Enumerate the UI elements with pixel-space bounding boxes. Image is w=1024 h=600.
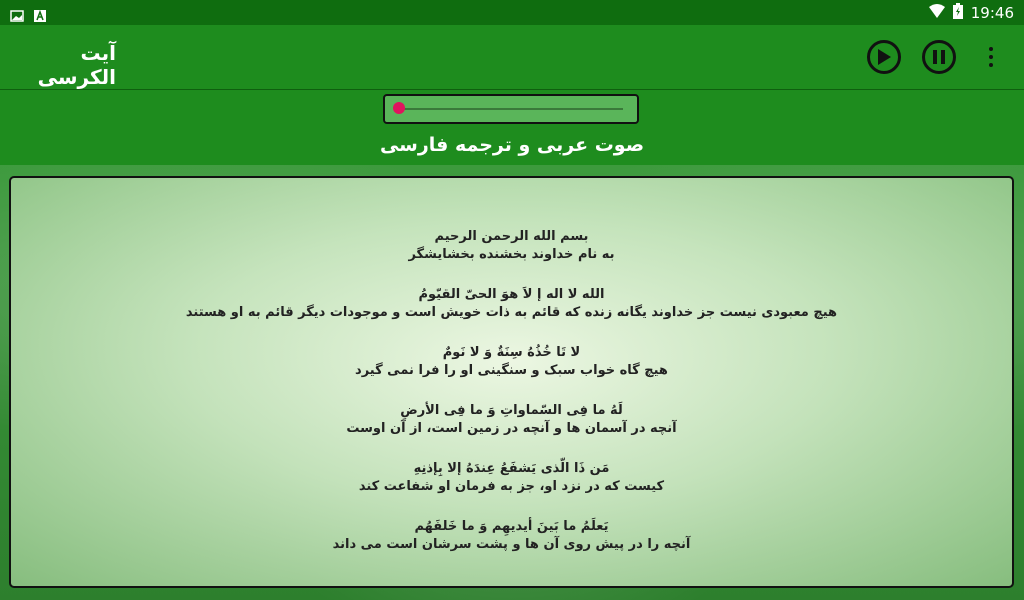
pause-button[interactable] [922, 40, 956, 74]
verse-arabic: مَن ذَا الّذی یَشفَعُ عِندَهُ إلا بِإذنِهِ [413, 461, 610, 476]
content-background [0, 165, 1024, 600]
verse-arabic: یَعلَمُ ما بَینَ أیدیهِم وَ ما خَلفَهُم [414, 519, 609, 534]
verse-item [355, 344, 668, 380]
verse-item [186, 286, 837, 322]
verse-arabic: الله لا اله إ لاَ هوَ الحیّ القیّومُ [418, 287, 605, 302]
verse-item [408, 228, 614, 264]
image-icon [10, 7, 24, 19]
verse-persian: هیچ گاه خواب سبک و سنگینی او را فرا نمی گیرد [355, 363, 668, 378]
verse-arabic: لَهُ ما فِی السّماواتِ وَ ما فِی الأرضِ [400, 403, 623, 418]
play-icon [876, 48, 892, 66]
verse-arabic: بسم الله الرحمن الرحیم [434, 229, 589, 244]
pause-icon [931, 49, 947, 65]
verse-persian: به نام خداوند بخشنده بخشایشگر [408, 247, 615, 262]
status-left [0, 7, 48, 19]
verse-item [333, 518, 691, 554]
a-icon [34, 7, 48, 19]
verse-item [359, 460, 664, 496]
battery-icon [953, 3, 963, 23]
verse-persian: آنچه را در پیش روی آن ها و پشت سرشان است می داند [332, 537, 691, 552]
more-vert-icon[interactable] [988, 47, 994, 67]
progress-container [383, 94, 639, 124]
play-button[interactable] [867, 40, 901, 74]
verse-arabic: لا تَا خُذُهُ سِنَةٌ وَ لا نَومٌ [442, 345, 581, 360]
clock-time: 19:46 [970, 3, 1014, 22]
seek-thumb[interactable] [393, 102, 405, 114]
wifi-icon [929, 4, 945, 22]
section-subtitle: صوت عربی و ترجمه فارسی [379, 134, 645, 156]
verse-list [11, 228, 1012, 576]
status-bar [0, 0, 1024, 25]
verse-persian: کیست که در نزد او، جز به فرمان او شفاعت کند [358, 479, 665, 494]
seek-track[interactable] [399, 108, 623, 110]
verse-card[interactable] [9, 176, 1014, 588]
verse-item [346, 402, 676, 438]
app-bar [0, 25, 1024, 90]
verse-persian: آنچه در آسمان ها و آنچه در زمین است، از آن اوست [346, 421, 677, 436]
status-right [929, 3, 1024, 23]
player-bar [0, 90, 1024, 165]
page-title: آیت الکرسی [37, 41, 116, 89]
verse-persian: هیچ معبودی نیست جز خداوند یگانه زنده که قائم به ذات خویش است و موجودات دیگر قائم به او هستند [185, 305, 838, 320]
